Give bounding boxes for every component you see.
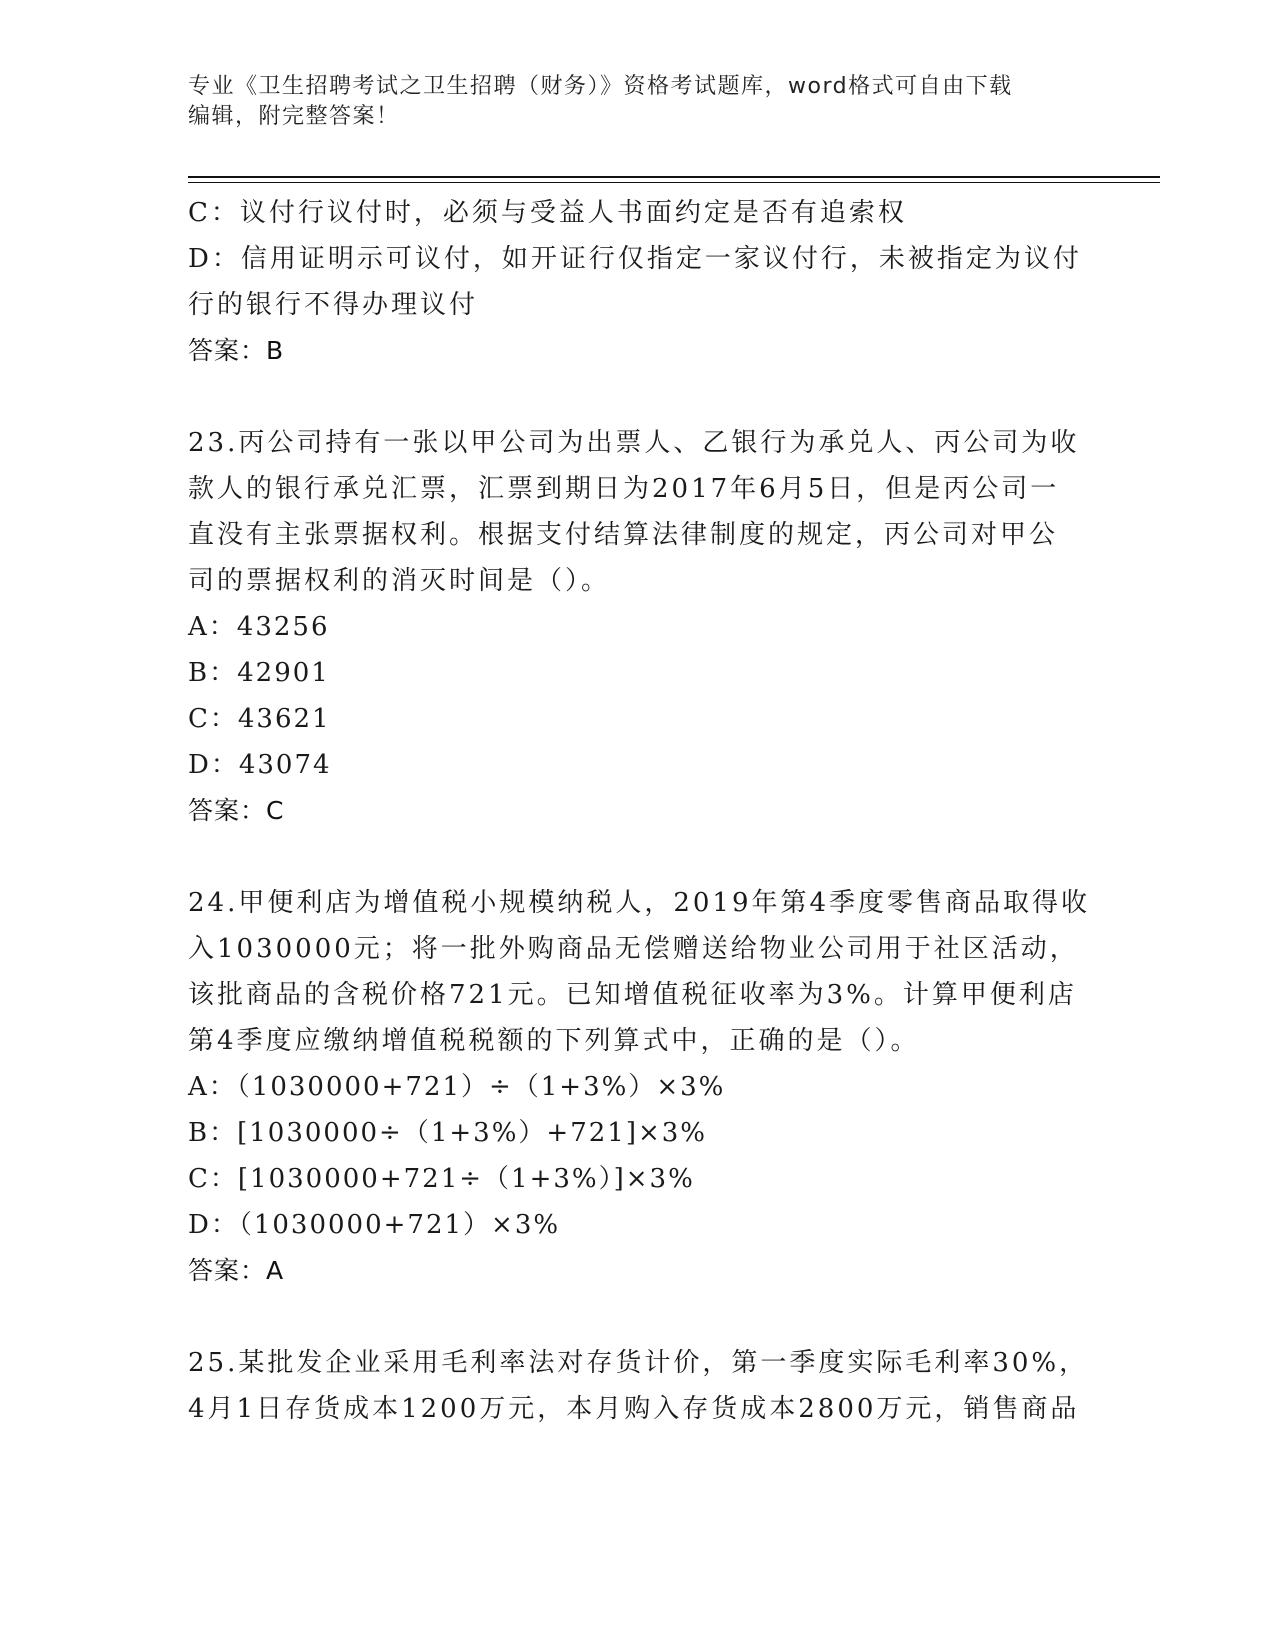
header-line-1: 专业《卫生招聘考试之卫生招聘（财务）》资格考试题库，word格式可自由下载 xyxy=(188,74,1013,99)
page-header xyxy=(188,72,1088,132)
q24-text-line-4: 第4季度应缴纳增值税税额的下列算式中，正确的是（）。 xyxy=(188,1026,920,1056)
q24-text-line-1: 24.甲便利店为增值税小规模纳税人，2019年第4季度零售商品取得收 xyxy=(188,888,1091,918)
prev-option-c: C：议付行议付时，必须与受益人书面约定是否有追索权 xyxy=(188,198,907,228)
q23-text-line-3: 直没有主张票据权利。根据支付结算法律制度的规定，丙公司对甲公 xyxy=(188,520,1059,550)
q23-text-line-2: 款人的银行承兑汇票，汇票到期日为2017年6月5日，但是丙公司一 xyxy=(188,474,1060,504)
q24-text-line-3: 该批商品的含税价格721元。已知增值税征收率为3%。计算甲便利店 xyxy=(188,980,1077,1010)
q23-text-line-1: 23.丙公司持有一张以甲公司为出票人、乙银行为承兑人、丙公司为收 xyxy=(188,428,1080,458)
header-divider-thin xyxy=(188,182,1160,183)
q23-text-line-4: 司的票据权利的消灭时间是（）。 xyxy=(188,566,611,596)
q23-answer: 答案：C xyxy=(188,796,285,825)
prev-option-d-line-2: 行的银行不得办理议付 xyxy=(188,290,479,320)
q25-text-line-2: 4月1日存货成本1200万元，本月购入存货成本2800万元，销售商品 xyxy=(188,1394,1080,1424)
q23-option-a: A：43256 xyxy=(188,612,330,642)
header-line-2: 编辑，附完整答案！ xyxy=(188,104,400,129)
q24-answer: 答案：A xyxy=(188,1256,285,1285)
prev-answer: 答案：B xyxy=(188,336,285,365)
q24-option-d: D：（1030000+721）×3% xyxy=(188,1210,561,1240)
document-body xyxy=(188,190,1091,1432)
spacer xyxy=(188,834,1088,880)
q24-option-a: A：（1030000+721）÷（1+3%）×3% xyxy=(188,1072,726,1102)
prev-option-d-line-1: D：信用证明示可议付，如开证行仅指定一家议付行，未被指定为议付 xyxy=(188,244,1082,274)
header-divider-thick xyxy=(188,176,1160,178)
q24-option-b: B：[1030000÷（1+3%）+721]×3% xyxy=(188,1118,707,1148)
q23-option-d: D：43074 xyxy=(188,750,332,780)
q24-text-line-2: 入1030000元；将一批外购商品无偿赠送给物业公司用于社区活动， xyxy=(188,934,1079,964)
spacer xyxy=(188,1294,1088,1340)
q23-option-b: B：42901 xyxy=(188,658,330,688)
q24-option-c: C：[1030000+721÷（1+3%）]×3% xyxy=(188,1164,695,1194)
spacer xyxy=(188,374,1088,420)
q25-text-line-1: 25.某批发企业采用毛利率法对存货计价，第一季度实际毛利率30%， xyxy=(188,1348,1089,1378)
q23-option-c: C：43621 xyxy=(188,704,331,734)
